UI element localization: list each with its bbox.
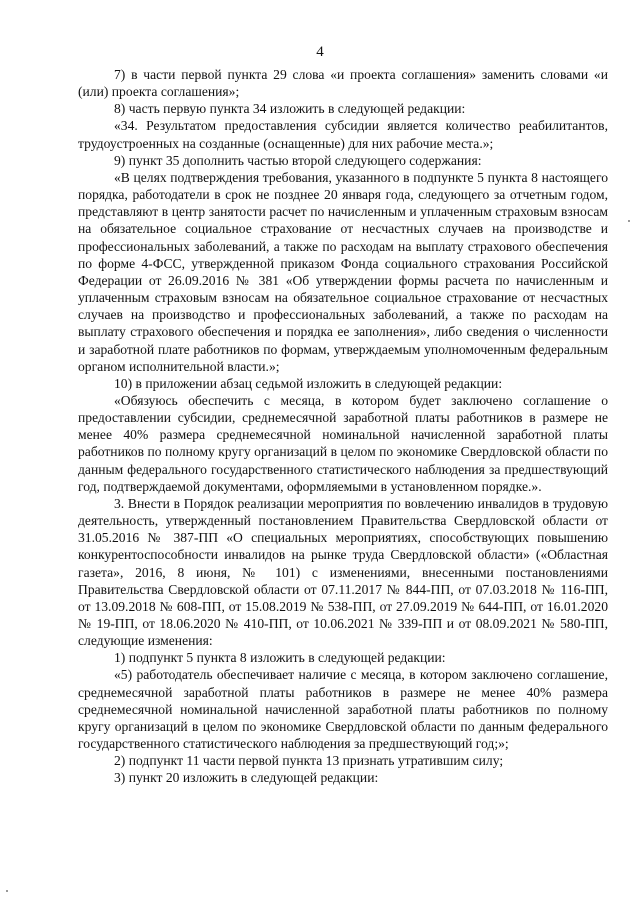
paragraph: 1) подпункт 5 пункта 8 изложить в следующей редакции: <box>114 650 446 666</box>
document-body <box>78 66 608 787</box>
paragraph: 2) подпункт 11 части первой пункта 13 признать утратившим силу; <box>114 753 504 769</box>
paragraph: «5) работодатель обеспечивает наличие с месяца, в котором заключено соглашение, среднемесячной заработной платы работников в размере не менее 40% размера среднемесячной номинальной начисленной заработной платы работников по полному кругу организаций в целом по экономике Свердловской области по данным федерального государственного статистического наблюдения за предшествующий год;»; <box>78 667 608 752</box>
paragraph: 8) часть первую пункта 34 изложить в следующей редакции: <box>114 101 466 117</box>
scan-speck <box>628 220 630 222</box>
paragraph: 7) в части первой пункта 29 слова «и проекта соглашения» заменить словами «и (или) проекта соглашения»; <box>78 67 608 100</box>
paragraph: 3) пункт 20 изложить в следующей редакции: <box>114 770 379 786</box>
paragraph: «Обязуюсь обеспечить с месяца, в котором будет заключено соглашение о предоставлении субсидии, среднемесячной заработной платы работников в размере не менее 40% размера среднемесячной номинальной начисленной заработной платы работников по полному кругу организаций в целом по экономике Свердловской области по данным федерального государственного статистического наблюдения за предшествующий год, подтверждаемой документами, оформляемыми в установленном порядке.». <box>78 392 608 494</box>
paragraph: 9) пункт 35 дополнить частью второй следующего содержания: <box>114 152 482 168</box>
paragraph: 10) в приложении абзац седьмой изложить в следующей редакции: <box>114 375 503 391</box>
paragraph: 3. Внести в Порядок реализации мероприятия по вовлечению инвалидов в трудовую деятельность, утвержденный постановлением Правительства Свердловской области от 31.05.2016 № 387-ПП «О специальных мероприятиях, способствующих повышению конкурентоспособности инвалидов на рынке труда Свердловской области» («Областная газета», 2016, 8 июня, № 101) с изменениями, внесенными постановлениями Правительства Свердловской области от 07.11.2017 № 844-ПП, от 07.03.2018 № 116-ПП, от 13.09.2018 № 608-ПП, от 15.08.2019 № 538-ПП, от 27.09.2019 № 644-ПП, от 16.01.2020 № 19-ПП, от 18.06.2020 № 410-ПП, от 10.06.2021 № 339-ПП и от 08.09.2021 № 580-ПП, следующие изменения: <box>78 495 608 649</box>
page-number: 4 <box>316 44 324 60</box>
paragraph: «В целях подтверждения требования, указанного в подпункте 5 пункта 8 настоящего порядка, работодатели в срок не позднее 20 января года, следующего за отчетным годом, представляют в центр занятости расчет по начисленным и уплаченным страховым взносам на обязательное социальное страхование от несчастных случаев на производстве и профессиональных заболеваний, а также по расходам на выплату страхового обеспечения по форме 4-ФСС, утвержденной приказом Фонда социального страхования Российской Федерации от 26.09.2016 № 381 «Об утверждении формы расчета по начисленным и уплаченным страховым взносам на обязательное социальное страхование от несчастных случаев на производство и профессиональных заболеваний, а также по расходам на выплату страхового обеспечения и порядка ее заполнения», либо сведения о численности и заработной плате работников по формам, утверждаемым уполномоченным федеральным органом исполнительной власти.»; <box>78 169 608 374</box>
paragraph: «34. Результатом предоставления субсидии является количество реабилитантов, трудоустроенных на созданные (оснащенные) для них рабочие места.»; <box>78 118 608 151</box>
scan-speck <box>6 890 8 892</box>
